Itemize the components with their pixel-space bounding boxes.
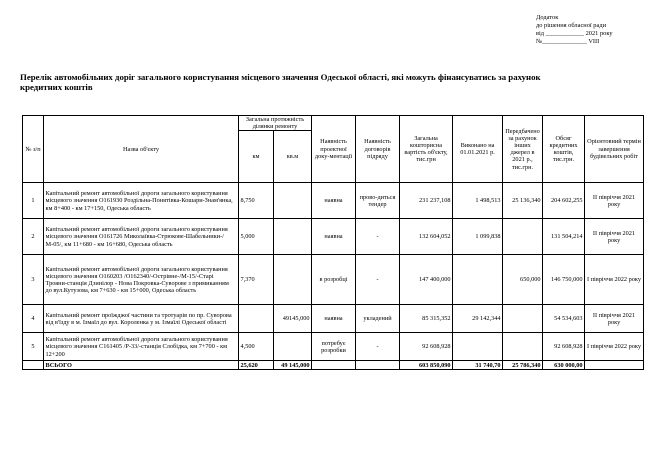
header-done: Виконано на 01.01.2021 р.: [453, 116, 503, 183]
header-contracts: Наявність договорів підряду: [356, 116, 400, 183]
row-contracts: -: [356, 333, 400, 361]
row-cost: 92 608,928: [400, 333, 453, 361]
row-done: 1 498,513: [453, 183, 503, 219]
row-sqm: [274, 333, 312, 361]
row-credit: 54 534,603: [543, 305, 585, 333]
row-num: 4: [23, 305, 44, 333]
row-done: [453, 333, 503, 361]
total-cost: 603 850,090: [400, 361, 453, 370]
row-cost: 132 604,052: [400, 219, 453, 255]
total-contracts-cell: [356, 361, 400, 370]
row-km: 4,500: [239, 333, 274, 361]
row-cost: 231 237,108: [400, 183, 453, 219]
header-num: № з/п: [23, 116, 44, 183]
row-planned: [503, 333, 543, 361]
row-object: Капітальний ремонт автомобільної дороги загального користування місцевого значення О160203 /О162340/-Острівне-/М-15/-Старі Трояни-станція Дзинілор - Нова Покровка-Суворове з примиканням до вул.Кутузова, км 7+630 - км 15+000, Одеська область: [44, 255, 239, 305]
row-object: Капітальний ремонт автомобільної дороги загального користування місцевого значення О161930 Роздільна-Понятівка-Кошари-Знам'янка, км 8+400 - км 17+150, Одеська область: [44, 183, 239, 219]
row-done: 1 099,838: [453, 219, 503, 255]
row-term: I півріччя 2022 року: [585, 333, 644, 361]
row-planned: 650,000: [503, 255, 543, 305]
row-num: 3: [23, 255, 44, 305]
row-done: 29 142,344: [453, 305, 503, 333]
row-term: II півріччя 2021 року: [585, 219, 644, 255]
row-planned: [503, 219, 543, 255]
header-planned: Передбачено за рахунок інших джерел в 2021 р., тис.грн.: [503, 116, 543, 183]
roads-table: [22, 115, 644, 370]
row-cost: 147 400,000: [400, 255, 453, 305]
row-credit: 204 602,255: [543, 183, 585, 219]
total-term-cell: [585, 361, 644, 370]
header-term: Орієнтовний термін завершення будівельних робіт: [585, 116, 644, 183]
row-km: 5,000: [239, 219, 274, 255]
row-design-docs: наявна: [312, 305, 356, 333]
row-object: Капітальний ремонт автомобільної дороги загального користування місцевого значення О161726 Миколаївка-Стрюкове-Шабельники-/М-05/, км 11+680 - км 16+680, Одеська область: [44, 219, 239, 255]
total-design-docs-cell: [312, 361, 356, 370]
row-sqm: [274, 219, 312, 255]
row-term: II півріччя 2021 року: [585, 183, 644, 219]
total-credit: 630 000,00: [543, 361, 585, 370]
row-num: 1: [23, 183, 44, 219]
row-done: [453, 255, 503, 305]
addendum-label: Додаток: [536, 14, 559, 21]
row-design-docs: наявна: [312, 219, 356, 255]
header-km: км: [239, 131, 274, 183]
row-contracts: -: [356, 255, 400, 305]
row-credit: 146 750,000: [543, 255, 585, 305]
row-contracts: укладений: [356, 305, 400, 333]
table-row: [23, 333, 644, 361]
row-design-docs: в розробці: [312, 255, 356, 305]
total-sqm: 49 145,000: [274, 361, 312, 370]
header-cost: Загальна кошторисна вартість об'єкту, тис.грн: [400, 116, 453, 183]
total-planned: 25 786,340: [503, 361, 543, 370]
row-km: [239, 305, 274, 333]
addendum-number: №______________ VIII: [536, 38, 600, 45]
row-object: Капітальний ремонт автомобільної дороги загального користування місцевого значення С161405 /Р-33/-станція Слобідка, км 7+700 - км 12+200: [44, 333, 239, 361]
row-contracts: прово-диться тендер: [356, 183, 400, 219]
row-sqm: 49145,000: [274, 305, 312, 333]
row-design-docs: потребує розробки: [312, 333, 356, 361]
total-row: [23, 361, 644, 370]
row-planned: 25 136,340: [503, 183, 543, 219]
total-num-cell: [23, 361, 44, 370]
row-credit: 92 608,928: [543, 333, 585, 361]
row-km: 8,750: [239, 183, 274, 219]
row-num: 5: [23, 333, 44, 361]
addendum-decision: до рішення обласної ради: [536, 22, 606, 29]
table-row: [23, 219, 644, 255]
row-design-docs: наявна: [312, 183, 356, 219]
total-done: 31 740,70: [453, 361, 503, 370]
row-credit: 131 504,214: [543, 219, 585, 255]
header-length-group: Загальна протяжність ділянки ремонту: [239, 116, 312, 131]
row-cost: 85 315,352: [400, 305, 453, 333]
header-object: Назва об'єкту: [44, 116, 239, 183]
row-contracts: -: [356, 219, 400, 255]
addendum-block: [536, 14, 613, 46]
row-term: I півріччя 2022 року: [585, 255, 644, 305]
header-sqm: кв.м: [274, 131, 312, 183]
document-title: Перелік автомобільних доріг загального користування місцевого значення Одеської області, які можуть фінансуватись за рахунок кредитних коштів: [20, 72, 541, 92]
row-term: II півріччя 2021 року: [585, 305, 644, 333]
total-label: ВСЬОГО: [44, 361, 239, 370]
row-sqm: [274, 255, 312, 305]
row-num: 2: [23, 219, 44, 255]
table-row: [23, 255, 644, 305]
header-credit: Обсяг кредитних коштів, тис.грн.: [543, 116, 585, 183]
addendum-date: від ____________ 2021 року: [536, 30, 613, 37]
row-planned: [503, 305, 543, 333]
row-sqm: [274, 183, 312, 219]
total-km: 25,620: [239, 361, 274, 370]
table-row: [23, 305, 644, 333]
table-row: [23, 183, 644, 219]
row-object: Капітальний ремонт проїжджої частини та тротуарів по пр. Суворова від в'їзду в м. Ізмаїл до вул. Короленка у м. Ізмаїлі Одеської області: [44, 305, 239, 333]
header-design-docs: Наявність проектної доку-ментації: [312, 116, 356, 183]
row-km: 7,370: [239, 255, 274, 305]
